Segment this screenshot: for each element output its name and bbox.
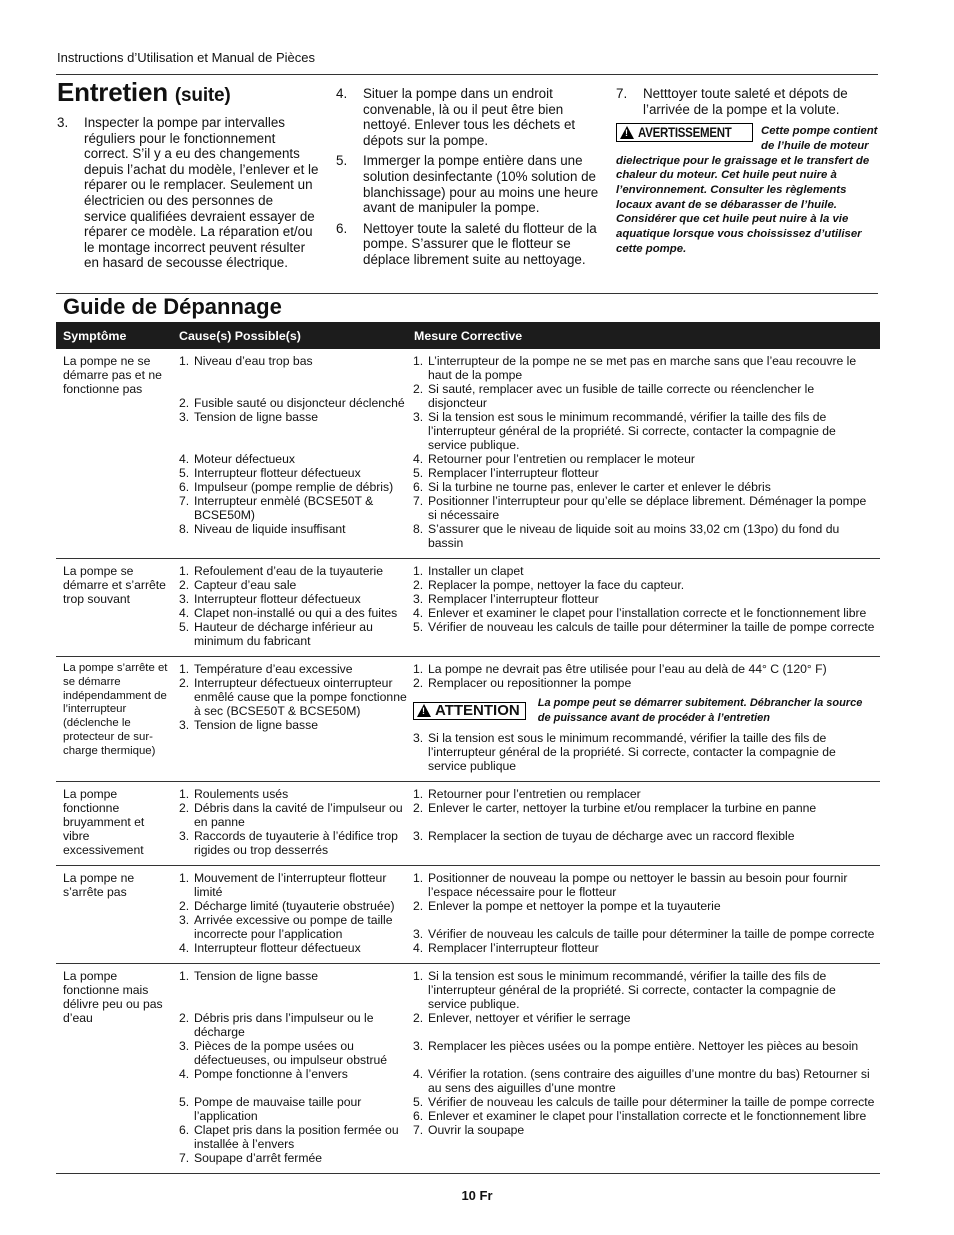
list-item: 6. Clapet pris dans la position fermée ou installée à l’envers — [179, 1123, 399, 1151]
list-item: 3. Remplacer la section de tuyau de décharge avec un raccord flexible — [413, 829, 795, 843]
warning-badge: ! AVERTISSEMENT — [616, 123, 753, 142]
list-item: 6. Si la turbine ne tourne pas, enlever le carter et enlever le débris — [413, 480, 771, 494]
list-item: 2. Remplacer ou repositionner la pompe — [413, 676, 632, 690]
step-7: 7. Netttoyer toute saleté et dépots de l’arrivée de la pompe et la volute. — [616, 86, 848, 117]
causes-cell — [172, 657, 407, 782]
symptom-cell: La pompe s’arrête et se démarre indépendamment de l’interrupteur (déclenche le protecteur de sur-charge thermique) — [56, 657, 172, 782]
guide-title: Guide de Dépannage — [63, 294, 282, 319]
list-item — [413, 913, 876, 927]
list-item: 8. Niveau de liquide insuffisant — [179, 522, 346, 536]
list-item: 1. Positionner de nouveau la pompe ou nettoyer le bassin au besoin pour fournir l’espace nécessaire pour le flotteur — [413, 871, 848, 899]
list-item: 1. La pompe ne devrait pas être utilisée pour l’eau au delà de 44° C (120° F) — [413, 662, 827, 676]
list-item: 2. Décharge limité (tuyauterie obstruée) — [179, 899, 395, 913]
step-3: 3. Inspecter la pompe par intervalles réguliers pour le fonctionnement correct. S’il y a eu des changements depuis l’achat du modèle, l’enlever et le réparer ou le remplacer. Seulement un électricien ou des personnes de service qualifiées devraient essayer de réparer ce modèle. La réparation et/ou le montage incorrect peuvent résulter en hasard de secousse électrique. — [57, 115, 319, 271]
fix-cell — [407, 559, 880, 657]
attention-block — [413, 696, 876, 725]
list-item — [179, 983, 407, 997]
list-item: 3. Si la tension est sous le minimum recommandé, vérifier la taille des fils de l’interrupteur général de la propriété. Si correcte, contacter la compagnie de service publique. — [413, 410, 836, 452]
list-item: 7. Interrupteur enmèlé (BCSE50T & BCSE50M) — [179, 494, 374, 522]
list-item: 2. Fusible sauté ou disjoncteur déclenché — [179, 396, 405, 410]
header-fix: Mesure Corrective — [407, 322, 880, 349]
entretien-column-3 — [616, 86, 880, 257]
symptom-cell: La pompe fonctionne mais délivre peu ou pas d’eau — [56, 964, 172, 1174]
list-item: 7. Ouvrir la soupape — [413, 1123, 525, 1137]
list-item: 3. Raccords de tuyauterie à l’édifice trop rigides ou trop desserrés — [179, 829, 398, 857]
table-row — [56, 657, 880, 782]
step-4: 4. Situer la pompe dans un endroit convenable, là ou il peut être bien nettoyé. Enlever tous les déchets et dépots sur la pompe. — [336, 86, 576, 148]
fix-cell — [407, 349, 880, 559]
symptom-cell: La pompe ne s’arrête pas — [56, 866, 172, 964]
header-symptom: Symptôme — [56, 322, 172, 349]
list-item: 4. Interrupteur flotteur défectueux — [179, 941, 361, 955]
step-5: 5. Immerger la pompe entière dans une solution desinfectante (10% solution de blanchissage) pour au moins une heure avant de manipuler la pompe. — [336, 153, 599, 216]
troubleshooting-table — [56, 322, 880, 1174]
list-item: 5. Remplacer l’interrupteur flotteur — [413, 466, 599, 480]
list-item: 3. Si la tension est sous le minimum recommandé, vérifier la taille des fils de l’interrupteur général de la propriété. Si correcte, contacter la compagnie de service publique — [413, 731, 836, 773]
list-item: 4. Remplacer l’interrupteur flotteur — [413, 941, 599, 955]
list-item: 8. S’assurer que le niveau de liquide soit au moins 33,02 cm (13po) du fond du bassin — [413, 522, 840, 550]
causes-cell — [172, 866, 407, 964]
list-item: 2. Débris dans la cavité de l’impulseur ou en panne — [179, 801, 403, 829]
list-item: 5. Interrupteur flotteur défectueux — [179, 466, 361, 480]
list-item: 4. Moteur défectueux — [179, 452, 295, 466]
list-item: 1. Roulements usés — [179, 787, 289, 801]
table-row — [56, 782, 880, 866]
table-header-row — [56, 322, 880, 349]
list-item: 3. Tension de ligne basse — [179, 718, 318, 732]
list-item: 1. Refoulement d’eau de la tuyauterie — [179, 564, 384, 578]
list-item: 4. Clapet non-installé ou qui a des fuites — [179, 606, 398, 620]
list-item: 2. Capteur d’eau sale — [179, 578, 297, 592]
warning-triangle-icon: ! — [620, 126, 634, 139]
list-item: 3. Arrivée excessive ou pompe de taille incorrecte pour l’application — [179, 913, 393, 941]
table-row — [56, 559, 880, 657]
entretien-column-2 — [336, 86, 602, 273]
table-row — [56, 964, 880, 1174]
symptom-cell: La pompe se démarre et s’arrête trop souvant — [56, 559, 172, 657]
table-row — [56, 349, 880, 559]
list-item: 3. Interrupteur flotteur défectueux — [179, 592, 361, 606]
attention-text: La pompe peut se démarrer subitement. Débrancher la source de puissance avant de procéder à l’entretien — [537, 697, 863, 724]
running-header: Instructions d’Utilisation et Manual de Pièces — [57, 50, 315, 65]
list-item: 4. Pompe fonctionne à l’envers — [179, 1067, 348, 1081]
list-item: 3. Remplacer l’interrupteur flotteur — [413, 592, 599, 606]
symptom-cell: La pompe fonctionne bruyamment et vibre excessivement — [56, 782, 172, 866]
page-number: 10 Fr — [461, 1188, 493, 1203]
list-item: 7. Soupape d’arrêt fermée — [179, 1151, 323, 1165]
list-item: 5. Vérifier de nouveau les calculs de taille pour déterminer la taille de pompe correcte — [413, 1095, 875, 1109]
list-item — [413, 815, 876, 829]
list-item: 3. Vérifier de nouveau les calculs de taille pour déterminer la taille de pompe correcte — [413, 927, 875, 941]
list-item — [179, 382, 407, 396]
list-item: 1. L’interrupteur de la pompe ne se met pas en marche sans que l’eau recouvre le haut de la pompe — [413, 354, 857, 382]
fix-cell — [407, 866, 880, 964]
entretien-column-1 — [57, 78, 319, 276]
causes-cell — [172, 964, 407, 1174]
list-item: 6. Enlever et examiner le clapet pour l’installation correcte et le fonctionnement libre — [413, 1109, 867, 1123]
warning-triangle-icon: ! — [417, 704, 431, 717]
attention-badge: ! ATTENTION — [413, 702, 526, 720]
entretien-title: Entretien (suite) — [57, 77, 231, 107]
list-item: 1. Si la tension est sous le minimum recommandé, vérifier la taille des fils de l’interrupteur général de la propriété. Si correcte, contacter la compagnie de service publique. — [413, 969, 836, 1011]
list-item: 6. Impulseur (pompe remplie de débris) — [179, 480, 394, 494]
list-item: 1. Tension de ligne basse — [179, 969, 318, 983]
warning-block — [616, 124, 880, 256]
step-6: 6. Nettoyer toute la saleté du flotteur de la pompe. S’assurer que le flotteur se déplace librement suite au nettoyage. — [336, 220, 597, 267]
list-item — [179, 438, 407, 452]
list-item: 3. Tension de ligne basse — [179, 410, 318, 424]
list-item: 5. Hauteur de décharge inférieur au minimum du fabricant — [179, 620, 373, 648]
list-item: 2. Débris pris dans l’impulseur ou le décharge — [179, 1011, 374, 1039]
list-item: 3. Remplacer les pièces usées ou la pompe entière. Nettoyer les pièces au besoin — [413, 1039, 859, 1053]
list-item: 1. Température d’eau excessive — [179, 662, 353, 676]
fix-cell — [407, 964, 880, 1174]
causes-cell — [172, 782, 407, 866]
list-item: 4. Retourner pour l’entretien ou remplacer le moteur — [413, 452, 695, 466]
list-item: 1. Niveau d’eau trop bas — [179, 354, 313, 368]
fix-cell — [407, 657, 880, 782]
table-row — [56, 866, 880, 964]
fix-cell — [407, 782, 880, 866]
list-item: 2. Interrupteur défectueux ointerrupteur enmêlé cause que la pompe fonctionne à sec (BCSE50T & BCSE50M) — [179, 676, 407, 718]
list-item: 1. Retourner pour l’entretien ou remplacer — [413, 787, 641, 801]
list-item — [179, 424, 407, 438]
list-item — [179, 1081, 407, 1095]
list-item: 2. Replacer la pompe, nettoyer la face du capteur. — [413, 578, 685, 592]
causes-cell — [172, 349, 407, 559]
list-item — [413, 1025, 876, 1039]
list-item: 4. Vérifier la rotation. (sens contraire des aiguilles d’une montre du bas) Retourner si au sens des aiguilles d’une montre — [413, 1067, 870, 1095]
list-item: 3. Pièces de la pompe usées ou défectueuses, ou impulseur obstrué — [179, 1039, 388, 1067]
causes-cell — [172, 559, 407, 657]
list-item: 2. Enlever la pompe et nettoyer la pompe et la tuyauterie — [413, 899, 721, 913]
header-rule — [56, 74, 878, 75]
list-item: 4. Enlever et examiner le clapet pour l’installation correcte et le fonctionnement libre — [413, 606, 867, 620]
symptom-cell: La pompe ne se démarre pas et ne fonctionne pas — [56, 349, 172, 559]
list-item: 1. Mouvement de l’interrupteur flotteur limité — [179, 871, 387, 899]
list-item: 5. Vérifier de nouveau les calculs de taille pour déterminer la taille de pompe correcte — [413, 620, 875, 634]
list-item: 2. Enlever, nettoyer et vérifier le serrage — [413, 1011, 631, 1025]
list-item: 2. Si sauté, remplacer avec un fusible de taille correcte ou réenclencher le disjoncteur — [413, 382, 815, 410]
header-causes: Cause(s) Possible(s) — [172, 322, 407, 349]
list-item — [179, 368, 407, 382]
list-item — [413, 1053, 876, 1067]
list-item: 1. Installer un clapet — [413, 564, 524, 578]
warning-text: Cette pompe contient de l’huile de moteur dielectrique pour le graissage et le transfert de chaleur du moteur. Cet huile peut nuire à l’environnement. Consulter les règlements locaux avant de se débarasser de l’huile. Considérer que cet huile peut nuire à la vie aquatique lorsque vous choississez d’utiliser cette pompe. — [616, 125, 878, 255]
list-item: 7. Positionner l’interrupteur pour qu’elle se déplace librement. Déménager la pompe si nécessaire — [413, 494, 867, 522]
list-item — [179, 997, 407, 1011]
list-item: 5. Pompe de mauvaise taille pour l’application — [179, 1095, 362, 1123]
list-item: 2. Enlever le carter, nettoyer la turbine et/ou remplacer la turbine en panne — [413, 801, 817, 815]
